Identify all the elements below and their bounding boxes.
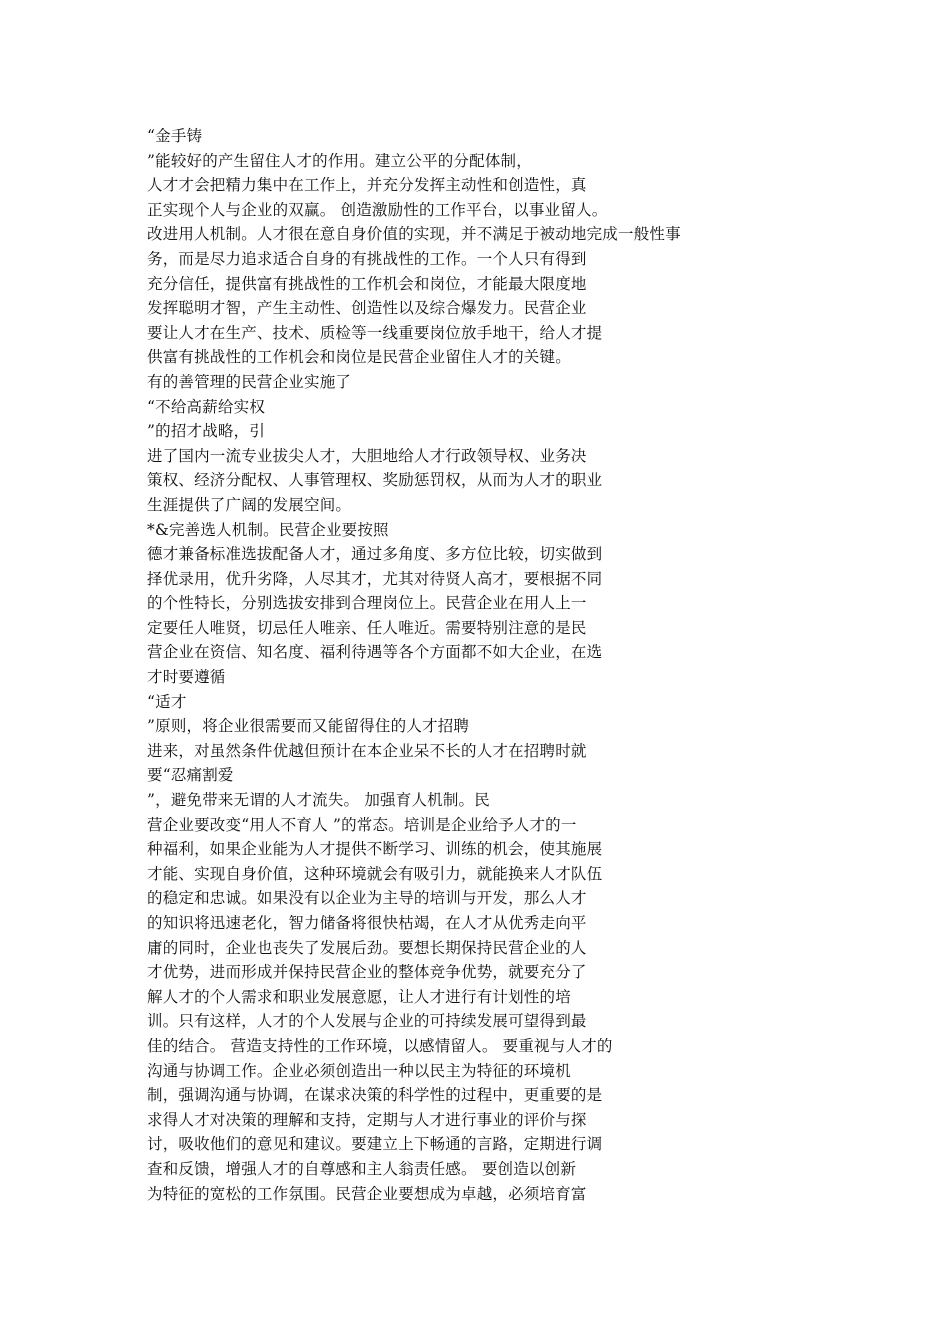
text-line: *&完善选人机制。民营企业要按照 — [147, 520, 389, 539]
text-line: 充分信任，提供富有挑战性的工作机会和岗位，才能最大限度地 — [147, 274, 587, 293]
text-line: 营企业在资信、知名度、福利待遇等各个方面都不如大企业，在选 — [147, 643, 603, 662]
text-line: 生涯提供了广阔的发展空间。 — [147, 495, 352, 514]
text-line: 的知识将迅速老化，智力储备将很快枯竭，在人才从优秀走向平 — [147, 914, 587, 932]
text-line: 查和反馈，增强人才的自尊感和主人翁责任感。 要创造以创新 — [147, 1159, 577, 1178]
text-line: 求得人才对决策的理解和支持，定期与人才进行事业的评价与探 — [147, 1110, 587, 1129]
text-line: 务，而是尽力追求适合自身的有挑战性的工作。一个人只有得到 — [147, 249, 587, 268]
text-line: 德才兼备标准选拔配备人才，通过多角度、多方位比较，切实做到 — [147, 545, 603, 564]
text-line: 沟通与协调工作。企业必须创造出一种以民主为特征的环境机 — [147, 1061, 571, 1080]
text-line: 才时要遵循 — [147, 668, 226, 687]
text-line: “不给高薪给实权 — [147, 397, 266, 416]
text-line: ”的招才战略，引 — [147, 422, 266, 441]
text-line: ”，避免带来无谓的人才流失。 加强育人机制。民 — [147, 791, 490, 810]
text-line: 的个性特长，分别选拔安排到合理岗位上。民营企业在用人上一 — [147, 594, 587, 613]
text-line: 解人才的个人需求和职业发展意愿，让人才进行有计划性的培 — [147, 987, 571, 1006]
text-line: “金手铸 — [147, 127, 203, 145]
text-line: 人才才会把精力集中在工作上，并充分发挥主动性和创造性，真 — [147, 176, 587, 195]
text-line: ”能较好的产生留住人才的作用。建立公平的分配体制， — [147, 151, 532, 170]
text-line: 讨，吸收他们的意见和建议。要建立上下畅通的言路，定期进行调 — [147, 1135, 603, 1154]
text-line: 定要任人唯贤，切忌任人唯亲、任人唯近。需要特别注意的是民 — [147, 618, 587, 637]
body-text — [147, 124, 787, 1206]
text-line: 制，强调沟通与协调，在谋求决策的科学性的过程中，更重要的是 — [147, 1086, 603, 1105]
text-line: 要“忍痛割爱 — [147, 766, 234, 785]
text-line: “适才 — [147, 692, 187, 711]
text-line: 训。只有这样，人才的个人发展与企业的可持续发展可望得到最 — [147, 1012, 587, 1031]
text-line: 策权、经济分配权、人事管理权、奖励惩罚权，从而为人才的职业 — [147, 471, 603, 490]
text-line: 改进用人机制。人才很在意自身价值的实现，并不满足于被动地完成一般性事 — [147, 225, 681, 244]
text-line: 庸的同时，企业也丧失了发展后劲。要想长期保持民营企业的人 — [147, 938, 587, 957]
text-line: 营企业要改变“用人不育人 ”的常态。培训是企业给予人才的一 — [147, 815, 577, 834]
text-line: 进了国内一流专业拔尖人才，大胆地给人才行政领导权、业务决 — [147, 446, 587, 465]
text-line: 正实现个人与企业的双赢。 创造激励性的工作平台，以事业留人。 — [147, 200, 608, 219]
text-line: 进来，对虽然条件优越但预计在本企业呆不长的人才在招聘时就 — [147, 741, 587, 760]
text-line: 要让人才在生产、技术、质检等一线重要岗位放手地干，给人才提 — [147, 323, 603, 342]
text-line: 的稳定和忠诚。如果没有以企业为主导的培训与开发，那么人才 — [147, 889, 587, 908]
text-line: 佳的结合。 营造支持性的工作环境，以感情留人。 要重视与人才的 — [147, 1036, 613, 1055]
text-line: ”原则，将企业很需要而又能留得住的人才招聘 — [147, 717, 470, 736]
text-line: 供富有挑战性的工作机会和岗位是民营企业留住人才的关键。 — [147, 348, 571, 367]
text-line: 才能、实现自身价值，这种环境就会有吸引力，就能换来人才队伍 — [147, 864, 603, 883]
text-line: 有的善管理的民营企业实施了 — [147, 372, 352, 391]
text-line: 为特征的宽松的工作氛围。民营企业要想成为卓越，必须培育富 — [147, 1184, 587, 1203]
text-line: 才优势，进而形成并保持民营企业的整体竞争优势，就要充分了 — [147, 963, 587, 982]
text-line: 发挥聪明才智，产生主动性、创造性以及综合爆发力。民营企业 — [147, 299, 587, 318]
text-line: 种福利，如果企业能为人才提供不断学习、训练的机会，使其施展 — [147, 840, 603, 859]
text-line: 择优录用，优升劣降，人尽其才，尤其对待贤人高才，要根据不同 — [147, 569, 603, 588]
